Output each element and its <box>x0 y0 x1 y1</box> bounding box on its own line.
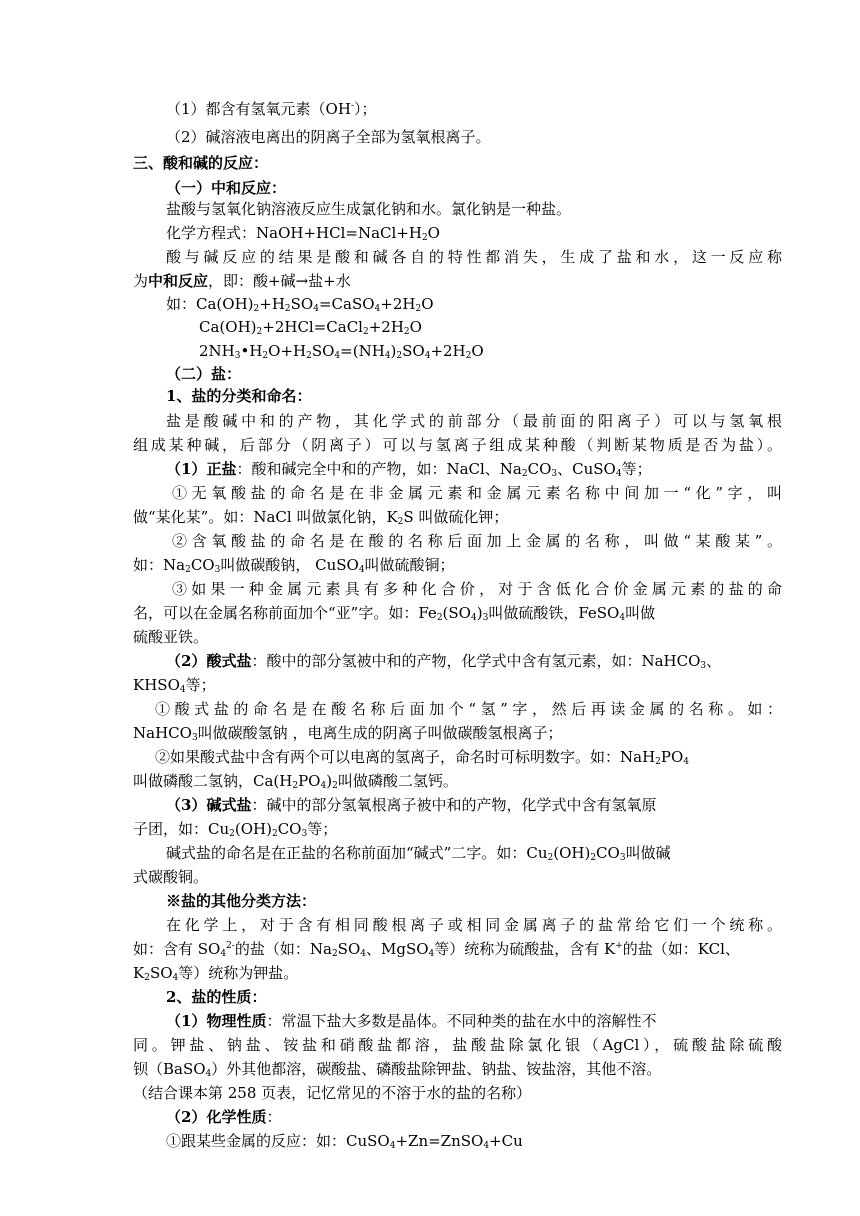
text-line: 如：含有 $SO_4^{2-}$的盐（如：$Na_2SO_4$、MgSO$_4$等）统称为硫酸盐，含有 K+的盐（如：KCl、 <box>133 940 740 959</box>
subsection-heading: （一）中和反应： <box>166 179 287 197</box>
text-line: 做“某化某”。如：NaCl 叫做氯化钠，$K_2S$ 叫做硫化钾； <box>133 508 509 527</box>
text-line: 钡（BaSO$_4$）外其他都溶，碳酸盐、磷酸盐除钾盐、钠盐、铵盐溶，其他不溶。 <box>133 1060 662 1079</box>
text-line: 如：$Na_2CO_3$叫做碳酸钠， CuSO$_4$叫做硫酸铜； <box>133 556 455 575</box>
text-line: 名，可以在金属名称前面加个“亚”字。如：$Fe_2(SO_4)_3$叫做硫酸铁，FeSO$_4$叫做 <box>133 604 656 623</box>
text-line: （2）化学性质： <box>166 1108 282 1126</box>
text-line: （结合课本第 258 页表，记忆常见的不溶于水的盐的名称） <box>133 1084 532 1102</box>
text-line: 同。钾盐、钠盐、铵盐和硝酸盐都溶，盐酸盐除氯化银（AgCl），硫酸盐除硫酸 <box>133 1036 782 1054</box>
section-heading: 三、酸和碱的反应： <box>133 154 269 172</box>
term-basic-salt: 碱式盐 <box>206 796 252 814</box>
term-normal-salt: 正盐 <box>206 460 237 478</box>
text-line: $K_2SO_4$等）统称为钾盐。 <box>133 964 299 983</box>
text-line: （1）正盐：酸和碱完全中和的产物，如：NaCl、$Na_2CO_3$、CuSO$_4$等； <box>166 460 652 479</box>
term-physical-properties: 物理性质 <box>206 1012 267 1030</box>
text-line: 叫做磷酸二氢钠，$Ca(H_2PO_4)_2$叫做磷酸二氢钙。 <box>133 772 458 791</box>
text-line: 碱式盐的命名是在正盐的名称前面加“碱式”二字。如：$Cu_2(OH)_2CO_3$叫做碱 <box>166 844 671 863</box>
text-line: 酸与碱反应的结果是酸和碱各自的特性都消失，生成了盐和水，这一反应称 <box>166 248 782 266</box>
term-acid-salt: 酸式盐 <box>206 652 252 670</box>
text-line: 在化学上，对于含有相同酸根离子或相同金属离子的盐常给它们一个统称。 <box>166 916 782 934</box>
text-line: （3）碱式盐：碱中的部分氢氧根离子被中和的产物，化学式中含有氢氧原 <box>166 796 657 814</box>
text-line: $KHSO_4$等； <box>133 676 216 695</box>
text-line: 盐酸与氢氧化钠溶液反应生成氯化钠和水。氯化钠是一种盐。 <box>166 200 572 218</box>
text-line: ②含氧酸盐的命名是在酸的名称后面加上金属的名称，叫做“某酸某”。 <box>172 532 782 550</box>
text-line: ①酸式盐的命名是在酸名称后面加个“氢”字，然后再读金属的名称。如： <box>155 700 782 718</box>
equation-line: 化学方程式：$NaOH+HCl=NaCl+H_2O$ <box>166 224 440 243</box>
equation-line: $2NH_3•H_2O+H_2SO_4=(NH_4)_2SO_4+2H_2O$ <box>199 342 484 361</box>
text-line: （2）酸式盐：酸中的部分氢被中和的产物，化学式中含有氢元素，如：NaHCO$_3$、 <box>166 652 722 671</box>
text-line: （1）都含有氢氧元素（OH-）； <box>166 100 377 118</box>
text-line: 硫酸亚铁。 <box>133 628 209 646</box>
text-line: 组成某种碱，后部分（阴离子）可以与氢离子组成某种酸（判断某物质是否为盐）。 <box>133 436 782 454</box>
subsection-heading: （二）盐： <box>166 365 242 383</box>
text-line: 为中和反应，即：酸+碱→盐+水 <box>133 272 351 290</box>
text-line: （2）碱溶液电离出的阴离子全部为氢氧根离子。 <box>166 128 491 146</box>
term-neutralization: 中和反应 <box>148 272 209 290</box>
text-line: 盐是酸碱中和的产物，其化学式的前部分（最前面的阳离子）可以与氢氧根 <box>166 412 782 430</box>
equation-line: 如：$Ca(OH)_2+H_2SO_4=CaSO_4+2H_2O$ <box>166 295 434 314</box>
subsection-heading: ※盐的其他分类方法： <box>166 892 317 910</box>
text-line: ②如果酸式盐中含有两个可以电离的氢离子，命名时可标明数字。如：$NaH_2PO_4$ <box>155 748 690 767</box>
text-line: 子团，如：$Cu_2(OH)_2CO_3$等； <box>133 820 338 839</box>
subsection-heading: 1、盐的分类和命名： <box>166 387 312 405</box>
text-line: NaHCO$_3$叫做碳酸氢钠 ，电离生成的阴离子叫做碳酸氢根离子； <box>133 724 563 743</box>
text-line: ①无氧酸盐的命名是在非金属元素和金属元素名称中间加一“化”字，叫 <box>172 484 782 502</box>
text-line: ③如果一种金属元素具有多种化合价，对于含低化合价金属元素的盐的命 <box>172 580 782 598</box>
equation-line: $Ca(OH)_2+2HCl=CaCl_2+2H_2O$ <box>199 318 422 337</box>
text-line: 式碳酸铜。 <box>133 868 209 886</box>
term-chemical-properties: 化学性质 <box>206 1108 267 1126</box>
text-line: ①跟某些金属的反应：如：CuSO$_4$+Zn=ZnSO$_4$+Cu <box>166 1132 523 1151</box>
subsection-heading: 2、盐的性质： <box>166 988 267 1006</box>
text-line: （1）物理性质：常温下盐大多数是晶体。不同种类的盐在水中的溶解性不 <box>166 1012 657 1030</box>
